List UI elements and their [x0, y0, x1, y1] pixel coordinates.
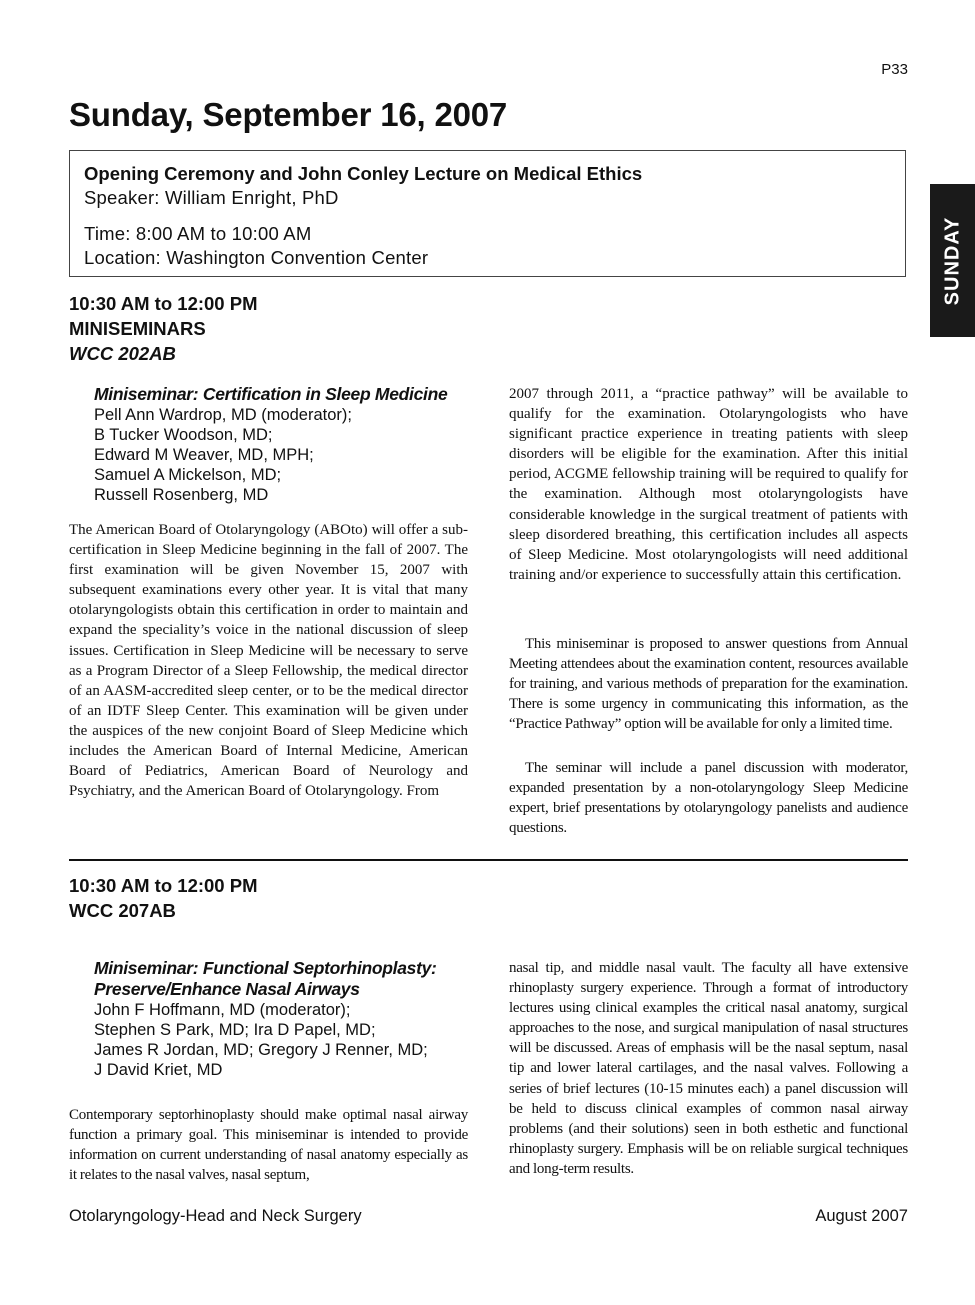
section2-room: WCC 207AB — [69, 900, 176, 921]
section2-title-line1: Miniseminar: Functional Septorhinoplasty: — [94, 958, 437, 978]
opening-speaker: Speaker: William Enright, PhD — [84, 187, 339, 208]
faculty-name: Stephen S Park, MD; Ira D Papel, MD; — [94, 1021, 376, 1039]
page-number: P33 — [881, 61, 908, 78]
opening-ceremony-box — [69, 150, 906, 277]
section1-header — [69, 291, 258, 366]
opening-title: Opening Ceremony and John Conley Lecture on Medical Ethics — [84, 163, 643, 184]
section2-body-col1: Contemporary septorhinoplasty should make optimal nasal airway function a primary goal. This miniseminar is intended to provide information on current understanding of nasal anatomy especially as it relates to the nasal valves, nasal septum, — [69, 1107, 468, 1184]
section2-faculty-list — [94, 1000, 428, 1080]
section2-title-line2: Preserve/Enhance Nasal Airways — [94, 979, 360, 999]
faculty-name: J David Kriet, MD — [94, 1061, 223, 1079]
faculty-name: John F Hoffmann, MD (moderator); — [94, 1001, 351, 1019]
section1-time: 10:30 AM to 12:00 PM — [69, 293, 258, 314]
section1-seminar-title: Miniseminar: Certification in Sleep Medicine — [94, 384, 448, 404]
section1-body-col2-p3: The seminar will include a panel discussion with moderator, expanded presentation by a non-otolaryngology Sleep Medicine expert, brief presentations by otolaryngology panelists and audience questions. — [509, 760, 908, 837]
footer-issue: August 2007 — [815, 1207, 908, 1225]
faculty-name: Russell Rosenberg, MD — [94, 486, 269, 504]
faculty-name: James R Jordan, MD; Gregory J Renner, MD; — [94, 1041, 428, 1059]
opening-time: Time: 8:00 AM to 10:00 AM — [84, 223, 312, 244]
sunday-side-tab — [930, 184, 975, 337]
section1-body-col2-p2: This miniseminar is proposed to answer questions from Annual Meeting attendees about the examination content, resources available for training, and various methods of preparation for the examination. There is some urgency in communicating this information, as the “Practice Pathway” option will be available for only a limited time. — [509, 636, 908, 733]
section2-header — [69, 873, 258, 923]
faculty-name: Edward M Weaver, MD, MPH; — [94, 446, 314, 464]
page-title: Sunday, September 16, 2007 — [69, 96, 508, 133]
section2-time: 10:30 AM to 12:00 PM — [69, 875, 258, 896]
faculty-name: Pell Ann Wardrop, MD (moderator); — [94, 406, 352, 424]
section1-faculty-list — [94, 405, 352, 505]
section1-type: MINISEMINARS — [69, 318, 206, 339]
opening-location: Location: Washington Convention Center — [84, 247, 429, 268]
section1-body-col2-p1: 2007 through 2011, a “practice pathway” will be available to qualify for the examination. Otolaryngologists who have significant practice experience in treating patients with sleep disorders will be eligible for the examination. After this initial period, ACGME fellowship training will be required to qualify for the examination. Although most otolaryngologists have considerable knowledge in the surgical treatment of patients with sleep disordered breathing, this certification includes all aspects of Sleep Medicine. Most otolaryngologists will need additional training and/or experience to successfully attain this certification. — [509, 386, 908, 583]
section1-body-col1: The American Board of Otolaryngology (ABOto) will offer a sub-certification in Sleep Medicine beginning in the fall of 2007. The first examination will be given November 15, 2007 with subsequent examinations every other year. It is vital that many otolaryngologists obtain this certification in order to maintain and expand the speciality’s voice in the national discussion of sleep issues. Certification in Sleep Medicine will be necessary to serve as a Program Director of a Sleep Fellowship, the medical director of an AASM-accredited sleep center, or to be the medical director of an IDTF Sleep Center. This examination will be given under the auspices of the new conjoint Board of Sleep Medicine which includes the American Board of Internal Medicine, American Board of Pediatrics, American Board of Neurology and Psychiatry, and the American Board of Otolaryngology. From — [69, 522, 468, 800]
section1-room: WCC 202AB — [69, 343, 176, 364]
section2-seminar-title — [94, 958, 437, 1000]
section2-body-col2: nasal tip, and middle nasal vault. The faculty all have extensive rhinoplasty surgery experience. Through a format of introductory lectures using clinical examples the critical nasal anatomy, surgical approaches to the nose, and surgical manipulation of nasal structures will be discussed. Areas of emphasis will be the nasal septum, nasal tip and lower lateral cartilages, and the nasal valves. Following a series of brief lectures (10-15 minutes each) a panel discussion will be held to discuss clinical examples of common nasal airway problems (and their solutions) seen in both esthetic and functional rhinoplasty surgery. Emphasis will be on reliable surgical techniques and long-term results. — [509, 960, 908, 1177]
side-tab-label: SUNDAY — [941, 216, 963, 305]
footer-journal: Otolaryngology-Head and Neck Surgery — [69, 1207, 362, 1225]
faculty-name: B Tucker Woodson, MD; — [94, 426, 273, 444]
faculty-name: Samuel A Mickelson, MD; — [94, 466, 282, 484]
section-divider — [69, 859, 908, 861]
